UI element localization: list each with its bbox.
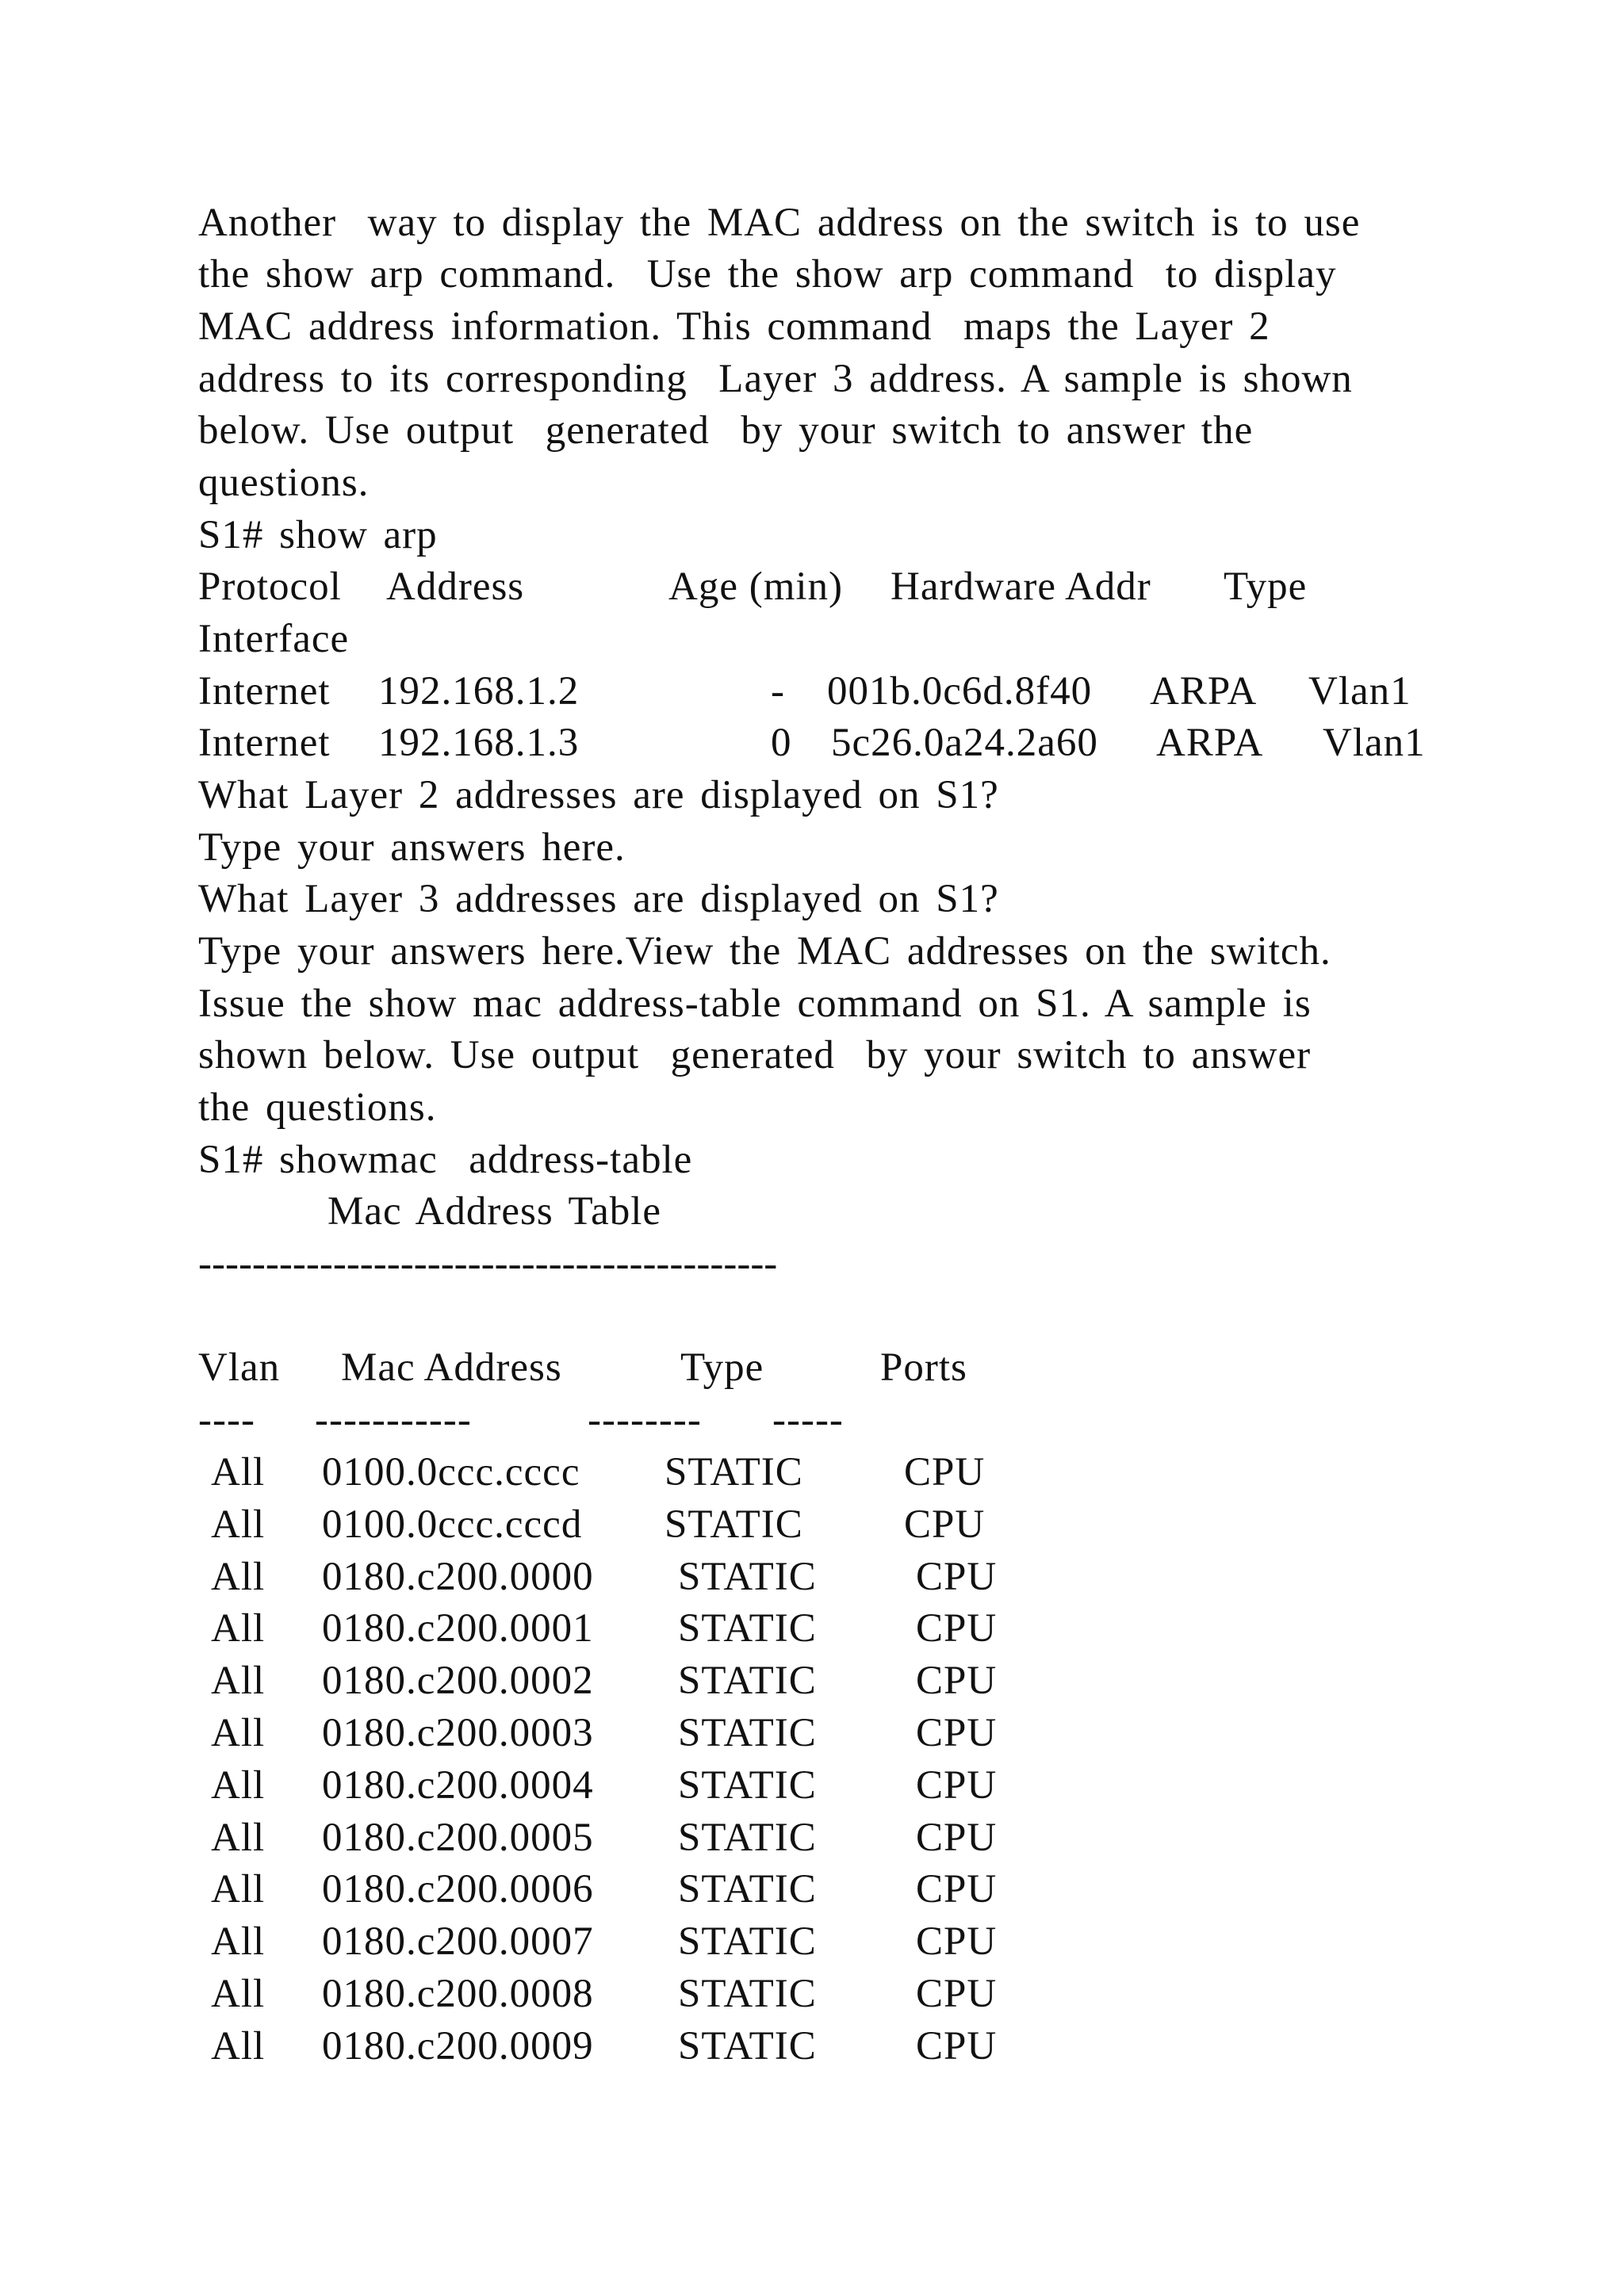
arp-row-1-protocol: Internet	[198, 669, 331, 714]
mac-header-type: Type	[680, 1345, 764, 1390]
mac-row-vlan: All	[211, 1919, 266, 1964]
mac-row-vlan: All	[211, 1763, 266, 1808]
mac-row-type: STATIC	[678, 1763, 817, 1808]
mac-row-address: 0180.c200.0005	[322, 1816, 594, 1860]
intro-line: questions.	[198, 461, 370, 505]
mac-row-address: 0180.c200.0004	[322, 1763, 594, 1808]
mac-row-vlan: All	[211, 1972, 266, 2016]
arp-row-1-type: ARPA	[1150, 669, 1258, 714]
mac-row-ports: CPU	[916, 1763, 998, 1808]
mac-row-type: STATIC	[678, 1711, 817, 1755]
arp-row-2-age: 0	[771, 721, 792, 765]
mac-table-title: Mac Address Table	[327, 1189, 662, 1234]
question-layer2: What Layer 2 addresses are displayed on S1?	[198, 773, 999, 817]
arp-header-protocol: Protocol	[198, 564, 342, 609]
mac-row-vlan: All	[211, 1555, 266, 1599]
intro-line: address to its corresponding Layer 3 address. A sample is shown	[198, 357, 1353, 401]
arp-row-2-type: ARPA	[1156, 721, 1264, 765]
mac-row-type: STATIC	[678, 1867, 817, 1911]
mac-row-type: STATIC	[678, 1816, 817, 1860]
mac-underline-vlan: ----	[198, 1398, 255, 1442]
mac-row-vlan: All	[211, 2024, 266, 2068]
arp-header-type: Type	[1224, 564, 1308, 609]
mac-row-address: 0100.0ccc.cccd	[322, 1502, 583, 1547]
mac-command: S1# showmac address-table	[198, 1138, 693, 1182]
mac-row-address: 0180.c200.0008	[322, 1972, 594, 2016]
question-layer3: What Layer 3 addresses are displayed on S1?	[198, 877, 999, 921]
answer-text-line: the questions.	[198, 1085, 437, 1130]
intro-line: the show arp command. Use the show arp command to display	[198, 252, 1337, 297]
arp-row-1-address: 192.168.1.2	[378, 669, 580, 714]
arp-row-1-hwaddr: 001b.0c6d.8f40	[827, 669, 1093, 714]
mac-row-ports: CPU	[916, 1711, 998, 1755]
mac-row-vlan: All	[211, 1659, 266, 1703]
mac-underline-address: -----------	[315, 1398, 472, 1442]
answer-text-line: Type your answers here.View the MAC addresses on the switch.	[198, 929, 1331, 974]
mac-row-address: 0180.c200.0006	[322, 1867, 594, 1911]
mac-row-vlan: All	[211, 1816, 266, 1860]
mac-row-type: STATIC	[678, 2024, 817, 2068]
arp-header-address: Address	[386, 564, 525, 609]
arp-header-hwaddr: Hardware Addr	[891, 564, 1151, 609]
mac-row-ports: CPU	[916, 1606, 998, 1651]
mac-header-address: Mac Address	[341, 1345, 562, 1390]
arp-command: S1# show arp	[198, 513, 438, 557]
mac-row-ports: CPU	[916, 2024, 998, 2068]
mac-row-type: STATIC	[665, 1502, 803, 1547]
intro-line: MAC address information. This command maps the Layer 2	[198, 304, 1270, 349]
mac-row-ports: CPU	[904, 1502, 986, 1547]
arp-row-2-interface: Vlan1	[1323, 721, 1426, 765]
mac-row-type: STATIC	[678, 1972, 817, 2016]
mac-row-address: 0180.c200.0002	[322, 1659, 594, 1703]
mac-row-type: STATIC	[678, 1659, 817, 1703]
mac-header-ports: Ports	[880, 1345, 967, 1390]
mac-row-address: 0180.c200.0007	[322, 1919, 594, 1964]
arp-header-interface: Interface	[198, 617, 350, 661]
arp-header-age: Age (min)	[668, 564, 844, 609]
mac-row-address: 0180.c200.0000	[322, 1555, 594, 1599]
mac-rule: -------------------------------------------	[198, 1242, 778, 1286]
mac-row-type: STATIC	[678, 1919, 817, 1964]
arp-row-1-age: -	[771, 669, 785, 714]
answer-placeholder: Type your answers here.	[198, 825, 626, 870]
intro-line: Another way to display the MAC address on the switch is to use	[198, 201, 1361, 245]
mac-row-vlan: All	[211, 1450, 266, 1494]
mac-header-vlan: Vlan	[198, 1345, 281, 1390]
mac-underline-ports: -----	[772, 1398, 844, 1442]
intro-line: below. Use output generated by your switch to answer the	[198, 408, 1254, 453]
mac-row-ports: CPU	[916, 1555, 998, 1599]
answer-text-line: shown below. Use output generated by your switch to answer	[198, 1033, 1312, 1077]
arp-row-2-hwaddr: 5c26.0a24.2a60	[831, 721, 1098, 765]
mac-underline-type: --------	[588, 1398, 702, 1442]
arp-row-2-protocol: Internet	[198, 721, 331, 765]
mac-row-type: STATIC	[678, 1606, 817, 1651]
mac-row-ports: CPU	[904, 1450, 986, 1494]
mac-row-ports: CPU	[916, 1659, 998, 1703]
mac-row-vlan: All	[211, 1867, 266, 1911]
mac-row-ports: CPU	[916, 1867, 998, 1911]
mac-row-type: STATIC	[665, 1450, 803, 1494]
mac-row-type: STATIC	[678, 1555, 817, 1599]
mac-row-vlan: All	[211, 1502, 266, 1547]
mac-row-address: 0180.c200.0009	[322, 2024, 594, 2068]
arp-row-2-address: 192.168.1.3	[378, 721, 580, 765]
mac-row-address: 0180.c200.0001	[322, 1606, 594, 1651]
mac-row-ports: CPU	[916, 1816, 998, 1860]
mac-row-vlan: All	[211, 1711, 266, 1755]
arp-row-1-interface: Vlan1	[1308, 669, 1411, 714]
mac-row-vlan: All	[211, 1606, 266, 1651]
mac-row-address: 0180.c200.0003	[322, 1711, 594, 1755]
mac-row-ports: CPU	[916, 1919, 998, 1964]
mac-row-ports: CPU	[916, 1972, 998, 2016]
answer-text-line: Issue the show mac address-table command on S1. A sample is	[198, 982, 1312, 1026]
mac-row-address: 0100.0ccc.cccc	[322, 1450, 580, 1494]
